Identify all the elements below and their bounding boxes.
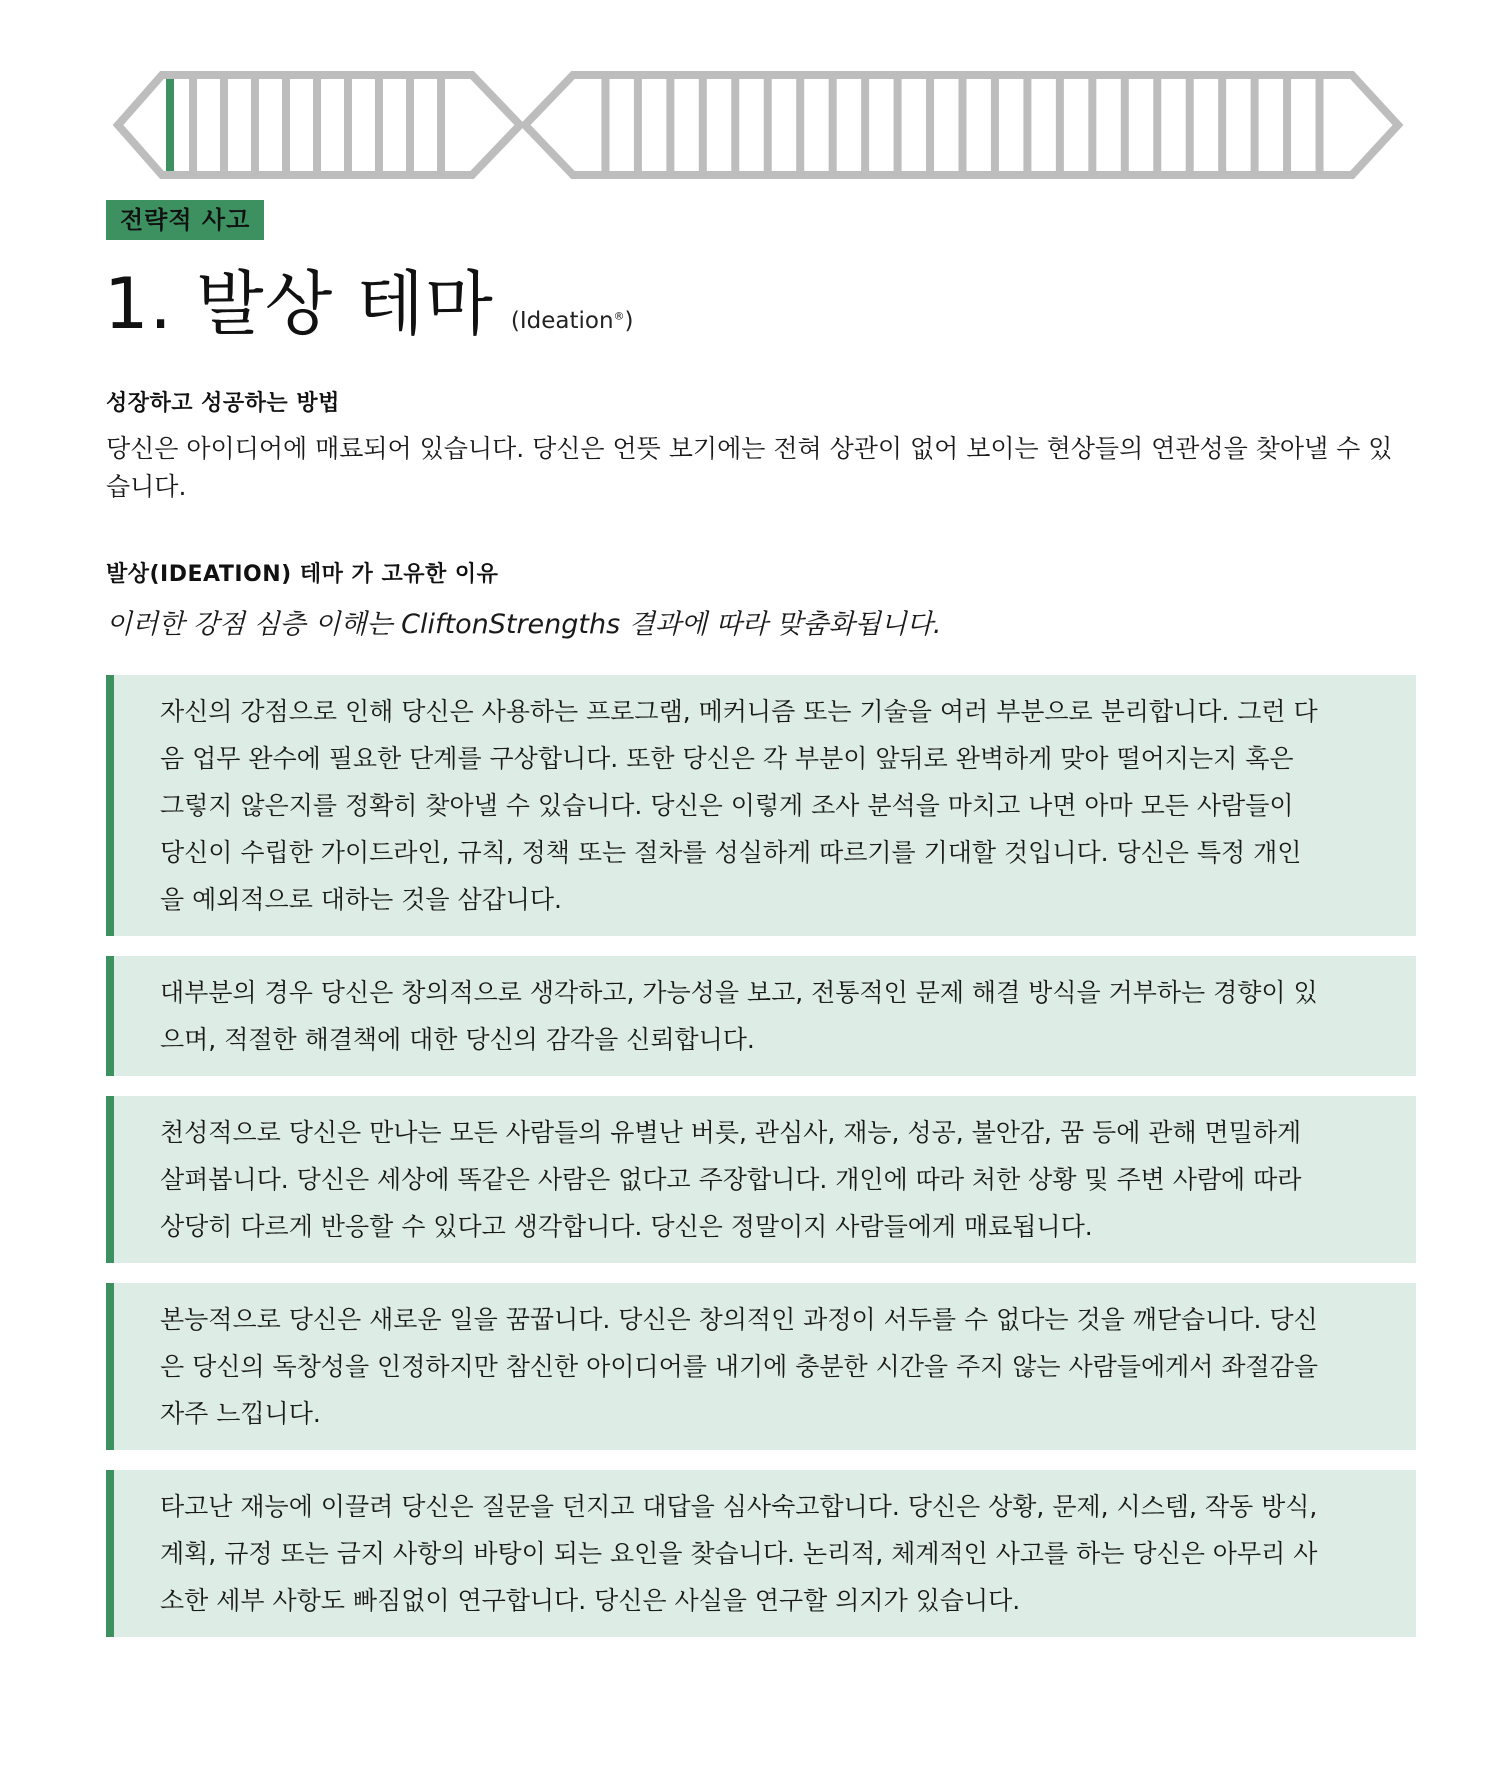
- title-english-close: ): [624, 308, 634, 334]
- insight-paragraph: 대부분의 경우 당신은 창의적으로 생각하고, 가능성을 보고, 전통적인 문제 해결 방식을 거부하는 경향이 있으며, 적절한 해결책에 대한 당신의 감각을 신뢰합니다.: [106, 956, 1416, 1076]
- section-heading-growth: 성장하고 성공하는 방법: [106, 391, 340, 416]
- insight-paragraph: 천성적으로 당신은 만나는 모든 사람들의 유별난 버릇, 관심사, 재능, 성공, 불안감, 꿈 등에 관해 면밀하게 살펴봅니다. 당신은 세상에 똑같은 사람은 없다고 주장합니다. 개인에 따라 처한 상황 및 주변 사람에 따라 상당히 다르게 반응할 수 있다고 생각합니다. 당신은 정말이지 사람들에게 매료됩니다.: [106, 1096, 1416, 1263]
- section-text-growth: 당신은 아이디어에 매료되어 있습니다. 당신은 언뜻 보기에는 전혀 상관이 없어 보이는 현상들의 연관성을 찾아낼 수 있습니다.: [106, 434, 1393, 501]
- category-badge: 전략적 사고: [106, 200, 264, 240]
- title-row: [104, 262, 634, 346]
- theme-bar-right-dividers: [605, 75, 1319, 175]
- insight-paragraph: 본능적으로 당신은 새로운 일을 꿈꿉니다. 당신은 창의적인 과정이 서두를 수 없다는 것을 깨닫습니다. 당신은 당신의 독창성을 인정하지만 참신한 아이디어를 내기에 충분한 시간을 주지 않는 사람들에게서 좌절감을 자주 느낍니다.: [106, 1283, 1416, 1450]
- theme-bar-left-dividers: [193, 75, 441, 175]
- personalization-note: 이러한 강점 심층 이해는 CliftonStrengths 결과에 따라 맞춤화됩니다.: [106, 609, 942, 640]
- insight-paragraph: 자신의 강점으로 인해 당신은 사용하는 프로그램, 메커니즘 또는 기술을 여러 부분으로 분리합니다. 그런 다음 업무 완수에 필요한 단계를 구상합니다. 또한 당신은 각 부분이 앞뒤로 완벽하게 맞아 떨어지는지 혹은 그렇지 않은지를 정확히 찾아낼 수 있습니다. 당신은 이렇게 조사 분석을 마치고 나면 아마 모든 사람들이 당신이 수립한 가이드라인, 규칙, 정책 또는 절차를 성실하게 따르기를 기대할 것입니다. 당신은 특정 개인을 예외적으로 대하는 것을 삼갑니다.: [106, 675, 1416, 936]
- title-english: [511, 308, 634, 334]
- insight-paragraph: 타고난 재능에 이끌려 당신은 질문을 던지고 대답을 심사숙고합니다. 당신은 상황, 문제, 시스템, 작동 방식, 계획, 규정 또는 금지 사항의 바탕이 되는 요인을 찾습니다. 논리적, 체계적인 사고를 하는 당신은 아무리 사소한 세부 사항도 빠짐없이 연구합니다. 당신은 사실을 연구할 의지가 있습니다.: [106, 1470, 1416, 1637]
- page-title: 1. 발상 테마: [104, 263, 494, 345]
- registered-mark: ®: [613, 309, 625, 323]
- insight-list: [106, 675, 1416, 1657]
- theme-rank-bar: [110, 70, 1406, 180]
- section-heading-unique: 발상(IDEATION) 테마 가 고유한 이유: [106, 562, 499, 587]
- theme-bar-highlight-segment: [166, 79, 174, 171]
- title-english-text: (Ideation: [510, 308, 614, 334]
